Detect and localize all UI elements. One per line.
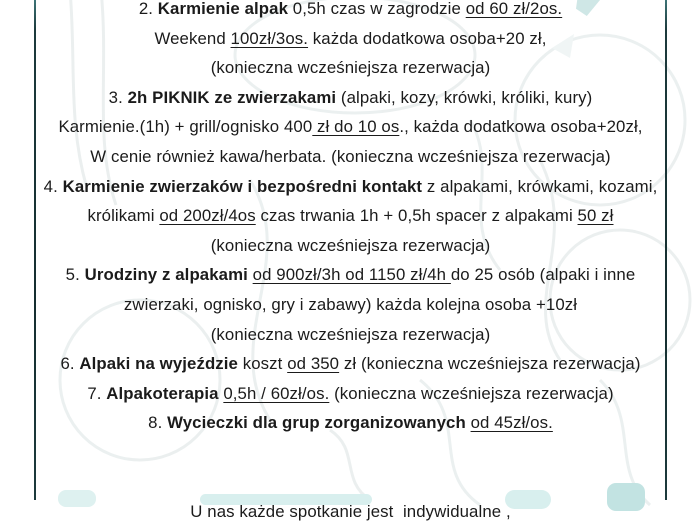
price-value: od 200zł/4os (159, 206, 256, 226)
text-run: Weekend (154, 28, 231, 48)
price-value: od 350 (287, 354, 340, 374)
price-value: od 900zł/3h od 1150 zł/4h (252, 265, 451, 285)
item-3-line-3 (36, 142, 665, 172)
text-run: ., każda dodatkowa osoba+20zł, (399, 117, 643, 137)
text-run: królikami (87, 206, 160, 226)
text-run: 7. (87, 383, 107, 403)
text-run: (konieczna wcześniejsza rezerwacja) (210, 58, 491, 78)
item-5-note (36, 320, 665, 350)
item-2-line-2 (36, 24, 665, 54)
text-run: W cenie również kawa/herbata. (konieczna wcześniejsza rezerwacja) (90, 146, 611, 166)
text-run: koszt (237, 354, 288, 374)
text-run: z alpakami, krówkami, kozami, (422, 176, 658, 196)
item-5-line-2 (36, 290, 665, 320)
closing-note (36, 497, 665, 527)
text-run: (alpaki, kozy, krówki, króliki, kury) (336, 87, 593, 107)
item-title: Alpaki na wyjeździe (79, 354, 238, 374)
price-value: 50 zł (577, 206, 614, 226)
item-7-line (36, 379, 665, 409)
item-6-line (36, 349, 665, 379)
item-3-line-1 (36, 83, 665, 113)
text-run: 2. (138, 0, 158, 18)
text-run: (konieczna wcześniejsza rezerwacja) (210, 324, 491, 344)
item-8-line (36, 408, 665, 438)
item-title: Karmienie zwierzaków i bezpośredni kontakt (62, 176, 423, 196)
item-title: Karmienie alpak (157, 0, 289, 18)
text-run: zł (konieczna wcześniejsza rezerwacja) (339, 354, 641, 374)
item-title: Urodziny z alpakami (84, 265, 248, 285)
text-run: 4. (43, 176, 63, 196)
page-border-right (665, 0, 667, 500)
price-value: od 60 zł/2os. (465, 0, 563, 18)
item-5-line-1 (36, 260, 665, 290)
text-run: (konieczna wcześniejsza rezerwacja) (210, 235, 491, 255)
price-list (36, 0, 665, 527)
item-title: Alpakoterapia (106, 383, 219, 403)
text-run: (konieczna wcześniejsza rezerwacja) (329, 383, 614, 403)
price-value: zł do 10 os (312, 117, 400, 137)
text-run: czas trwania 1h + 0,5h spacer z alpakami (255, 206, 578, 226)
price-value: 100zł/3os. (230, 28, 309, 48)
item-2-note (36, 53, 665, 83)
text-run: 5. (65, 265, 85, 285)
spacer (36, 468, 665, 498)
page-border-left (34, 0, 36, 500)
text-run: 6. (60, 354, 80, 374)
item-title: 2h PIKNIK ze zwierzakami (127, 87, 337, 107)
text-run: zwierzaki, ognisko, gry i zabawy) każda kolejna osoba +10zł (123, 294, 578, 314)
item-3-line-2 (36, 112, 665, 142)
item-4-line-2 (36, 201, 665, 231)
text-run: 3. (108, 87, 128, 107)
text-run: do 25 osób (alpaki i inne (450, 265, 636, 285)
text-run: 8. (148, 413, 168, 433)
price-value: od 45zł/os. (470, 413, 553, 433)
item-4-note (36, 231, 665, 261)
item-4-line-1 (36, 172, 665, 202)
item-2-line-1 (36, 0, 665, 24)
text-run: Karmienie.(1h) + grill/ognisko 400 (58, 117, 313, 137)
text-run: każda dodatkowa osoba+20 zł, (308, 28, 547, 48)
text-run: U nas każde spotkanie jest indywidualne , (190, 502, 511, 522)
item-title: Wycieczki dla grup zorganizowanych (167, 413, 466, 433)
text-run: 0,5h czas w zagrodzie (288, 0, 466, 18)
spacer (36, 438, 665, 468)
price-value: 0,5h / 60zł/os. (223, 383, 330, 403)
